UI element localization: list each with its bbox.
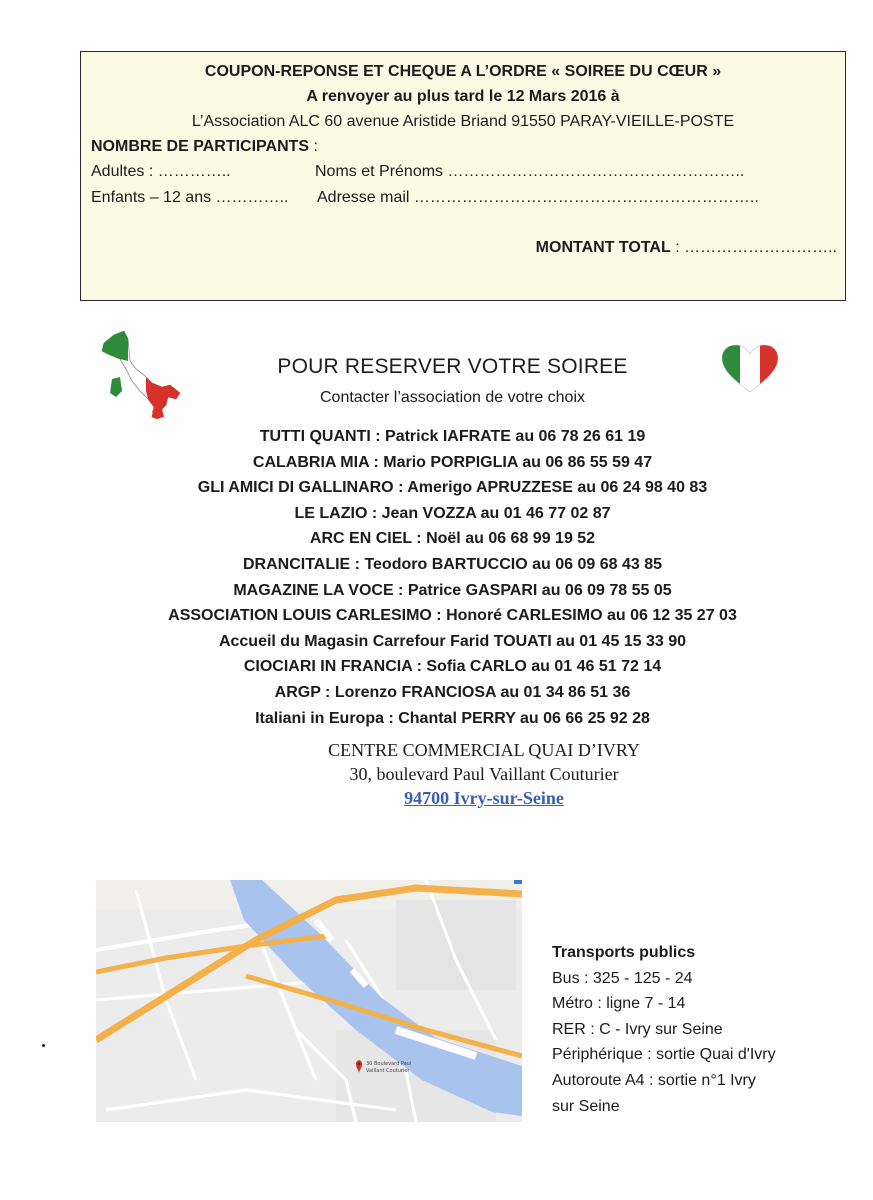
transport-bus: Bus : 325 - 125 - 24 xyxy=(552,969,693,987)
venue-name: CENTRE COMMERCIAL QUAI D’IVRY xyxy=(328,740,640,760)
reservation-subtitle: Contacter l’association de votre choix xyxy=(319,389,586,406)
venue-street: 30, boulevard Paul Vaillant Couturier xyxy=(349,764,619,784)
stray-dot xyxy=(42,1044,45,1047)
contact-le-lazio: LE LAZIO : Jean VOZZA au 01 46 77 02 87 xyxy=(294,504,611,522)
contact-ciociari-in-francia: CIOCIARI IN FRANCIA : Sofia CARLO au 01 46 51 72 14 xyxy=(243,658,662,676)
names-field: Noms et Prénoms ……………………………………………….. xyxy=(315,163,745,180)
total-label: MONTANT TOTAL xyxy=(535,239,671,256)
children-field: Enfants – 12 ans ………….. xyxy=(91,189,289,206)
contact-association-louis-carlesimo: ASSOCIATION LOUIS CARLESIMO : Honoré CARLESIMO au 06 12 35 27 03 xyxy=(168,607,737,625)
reservation-title: POUR RESERVER VOTRE SOIREE xyxy=(277,355,628,378)
venue-city-link[interactable]: 94700 Ivry-sur-Seine xyxy=(404,788,564,808)
contact-arc-en-ciel: ARC EN CIEL : Noël au 06 68 99 19 52 xyxy=(309,530,596,548)
transport-autoroute-cont: sur Seine xyxy=(552,1097,620,1115)
contact-italiani-in-europa: Italiani in Europa : Chantal PERRY au 06 66 25 92 28 xyxy=(255,709,650,727)
coupon-address: L’Association ALC 60 avenue Aristide Briand 91550 PARAY-VIEILLE-POSTE xyxy=(191,113,735,130)
transport-autoroute: Autoroute A4 : sortie n°1 Ivry xyxy=(552,1071,756,1089)
adults-field: Adultes : ………….. xyxy=(91,163,231,180)
total-row xyxy=(536,239,837,257)
contact-drancitalie: DRANCITALIE : Teodoro BARTUCCIO au 06 09 68 43 85 xyxy=(242,555,663,573)
participants-colon: : xyxy=(309,138,318,155)
contact-tutti-quanti: TUTTI QUANTI : Patrick IAFRATE au 06 78 26 61 19 xyxy=(259,428,646,445)
coupon-heading: COUPON-REPONSE ET CHEQUE A L’ORDRE « SOIREE DU CŒUR » xyxy=(204,63,722,80)
transport-info xyxy=(552,940,776,1119)
contact-carrefour: Accueil du Magasin Carrefour Farid TOUATI au 01 45 15 33 90 xyxy=(218,632,687,650)
map-pin-label-1: 30 Boulevard Paul xyxy=(366,1061,412,1067)
transport-rer: RER : C - Ivry sur Seine xyxy=(552,1020,723,1038)
contact-list xyxy=(0,424,873,731)
transport-heading: Transports publics xyxy=(552,944,696,961)
participants-row xyxy=(91,138,318,156)
coupon-box xyxy=(80,51,846,301)
contact-magazine-la-voce: MAGAZINE LA VOCE : Patrice GASPARI au 06 09 78 55 05 xyxy=(233,581,672,599)
transport-metro: Métro : ligne 7 - 14 xyxy=(552,995,686,1013)
contact-calabria-mia: CALABRIA MIA : Mario PORPIGLIA au 06 86 55 59 47 xyxy=(252,453,653,471)
map-pin-label-2: Vaillant Couturier xyxy=(366,1068,410,1074)
transport-peripherique: Périphérique : sortie Quai d'Ivry xyxy=(552,1046,776,1064)
contact-argp: ARGP : Lorenzo FRANCIOSA au 01 34 86 51 36 xyxy=(274,683,631,701)
contact-gli-amici-di-gallinaro: GLI AMICI DI GALLINARO : Amerigo APRUZZESE au 06 24 98 40 83 xyxy=(197,479,708,497)
coupon-deadline: A renvoyer au plus tard le 12 Mars 2016 à xyxy=(306,88,620,105)
participants-label: NOMBRE DE PARTICIPANTS xyxy=(91,138,310,155)
total-value: : ……………………….. xyxy=(670,239,837,256)
email-field: Adresse mail ……………………………………………………….. xyxy=(317,189,759,206)
location-map[interactable] xyxy=(96,880,522,1122)
